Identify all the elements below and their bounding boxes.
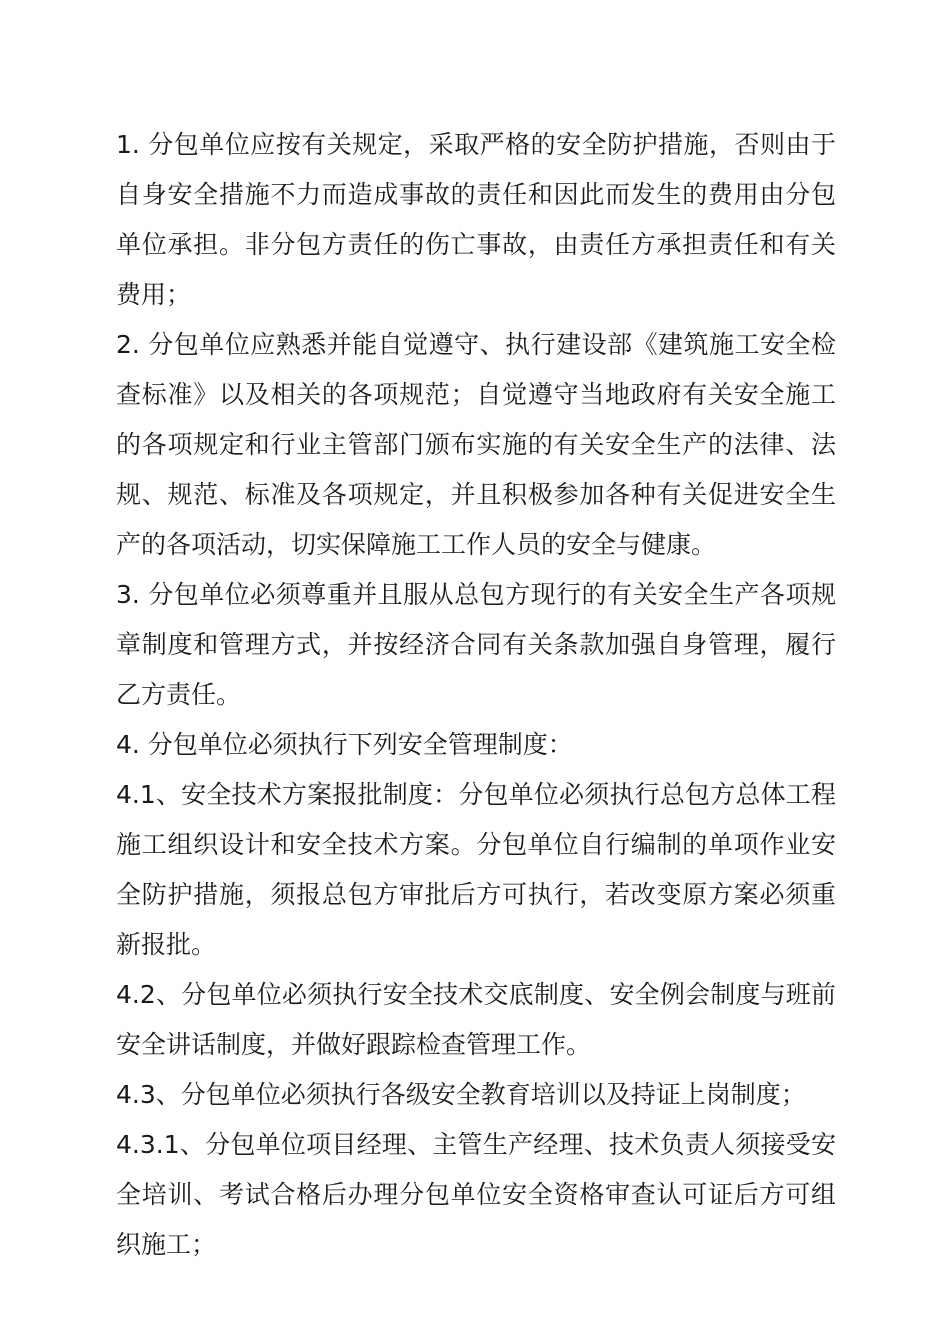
paragraph-2: 2. 分包单位应熟悉并能自觉遵守、执行建设部《建筑施工安全检查标准》以及相关的各项规范；自觉遵守当地政府有关安全施工的各项规定和行业主管部门颁布实施的有关安全生产的法律、法规、规范、标准及各项规定，并且积极参加各种有关促进安全生产的各项活动，切实保障施工工作人员的安全与健康。 xyxy=(116,330,836,559)
paragraph-4-3: 4.3、分包单位必须执行各级安全教育培训以及持证上岗制度； xyxy=(116,1080,806,1109)
paragraph-4-1: 4.1、安全技术方案报批制度：分包单位必须执行总包方总体工程施工组织设计和安全技术方案。分包单位自行编制的单项作业安全防护措施，须报总包方审批后方可执行，若改变原方案必须重新报批。 xyxy=(116,780,836,959)
paragraph-4-3-1: 4.3.1、分包单位项目经理、主管生产经理、技术负责人须接受安全培训、考试合格后办理分包单位安全资格审查认可证后方可组织施工； xyxy=(116,1130,836,1259)
paragraph-4: 4. 分包单位必须执行下列安全管理制度： xyxy=(116,730,573,759)
paragraph-3: 3. 分包单位必须尊重并且服从总包方现行的有关安全生产各项规章制度和管理方式，并按经济合同有关条款加强自身管理，履行乙方责任。 xyxy=(116,580,836,709)
paragraph-1: 1. 分包单位应按有关规定，采取严格的安全防护措施，否则由于自身安全措施不力而造成事故的责任和因此而发生的费用由分包单位承担。非分包方责任的伤亡事故，由责任方承担责任和有关费用； xyxy=(116,130,836,309)
paragraph-4-2: 4.2、分包单位必须执行安全技术交底制度、安全例会制度与班前安全讲话制度，并做好跟踪检查管理工作。 xyxy=(116,980,836,1059)
document-body xyxy=(116,120,836,1270)
